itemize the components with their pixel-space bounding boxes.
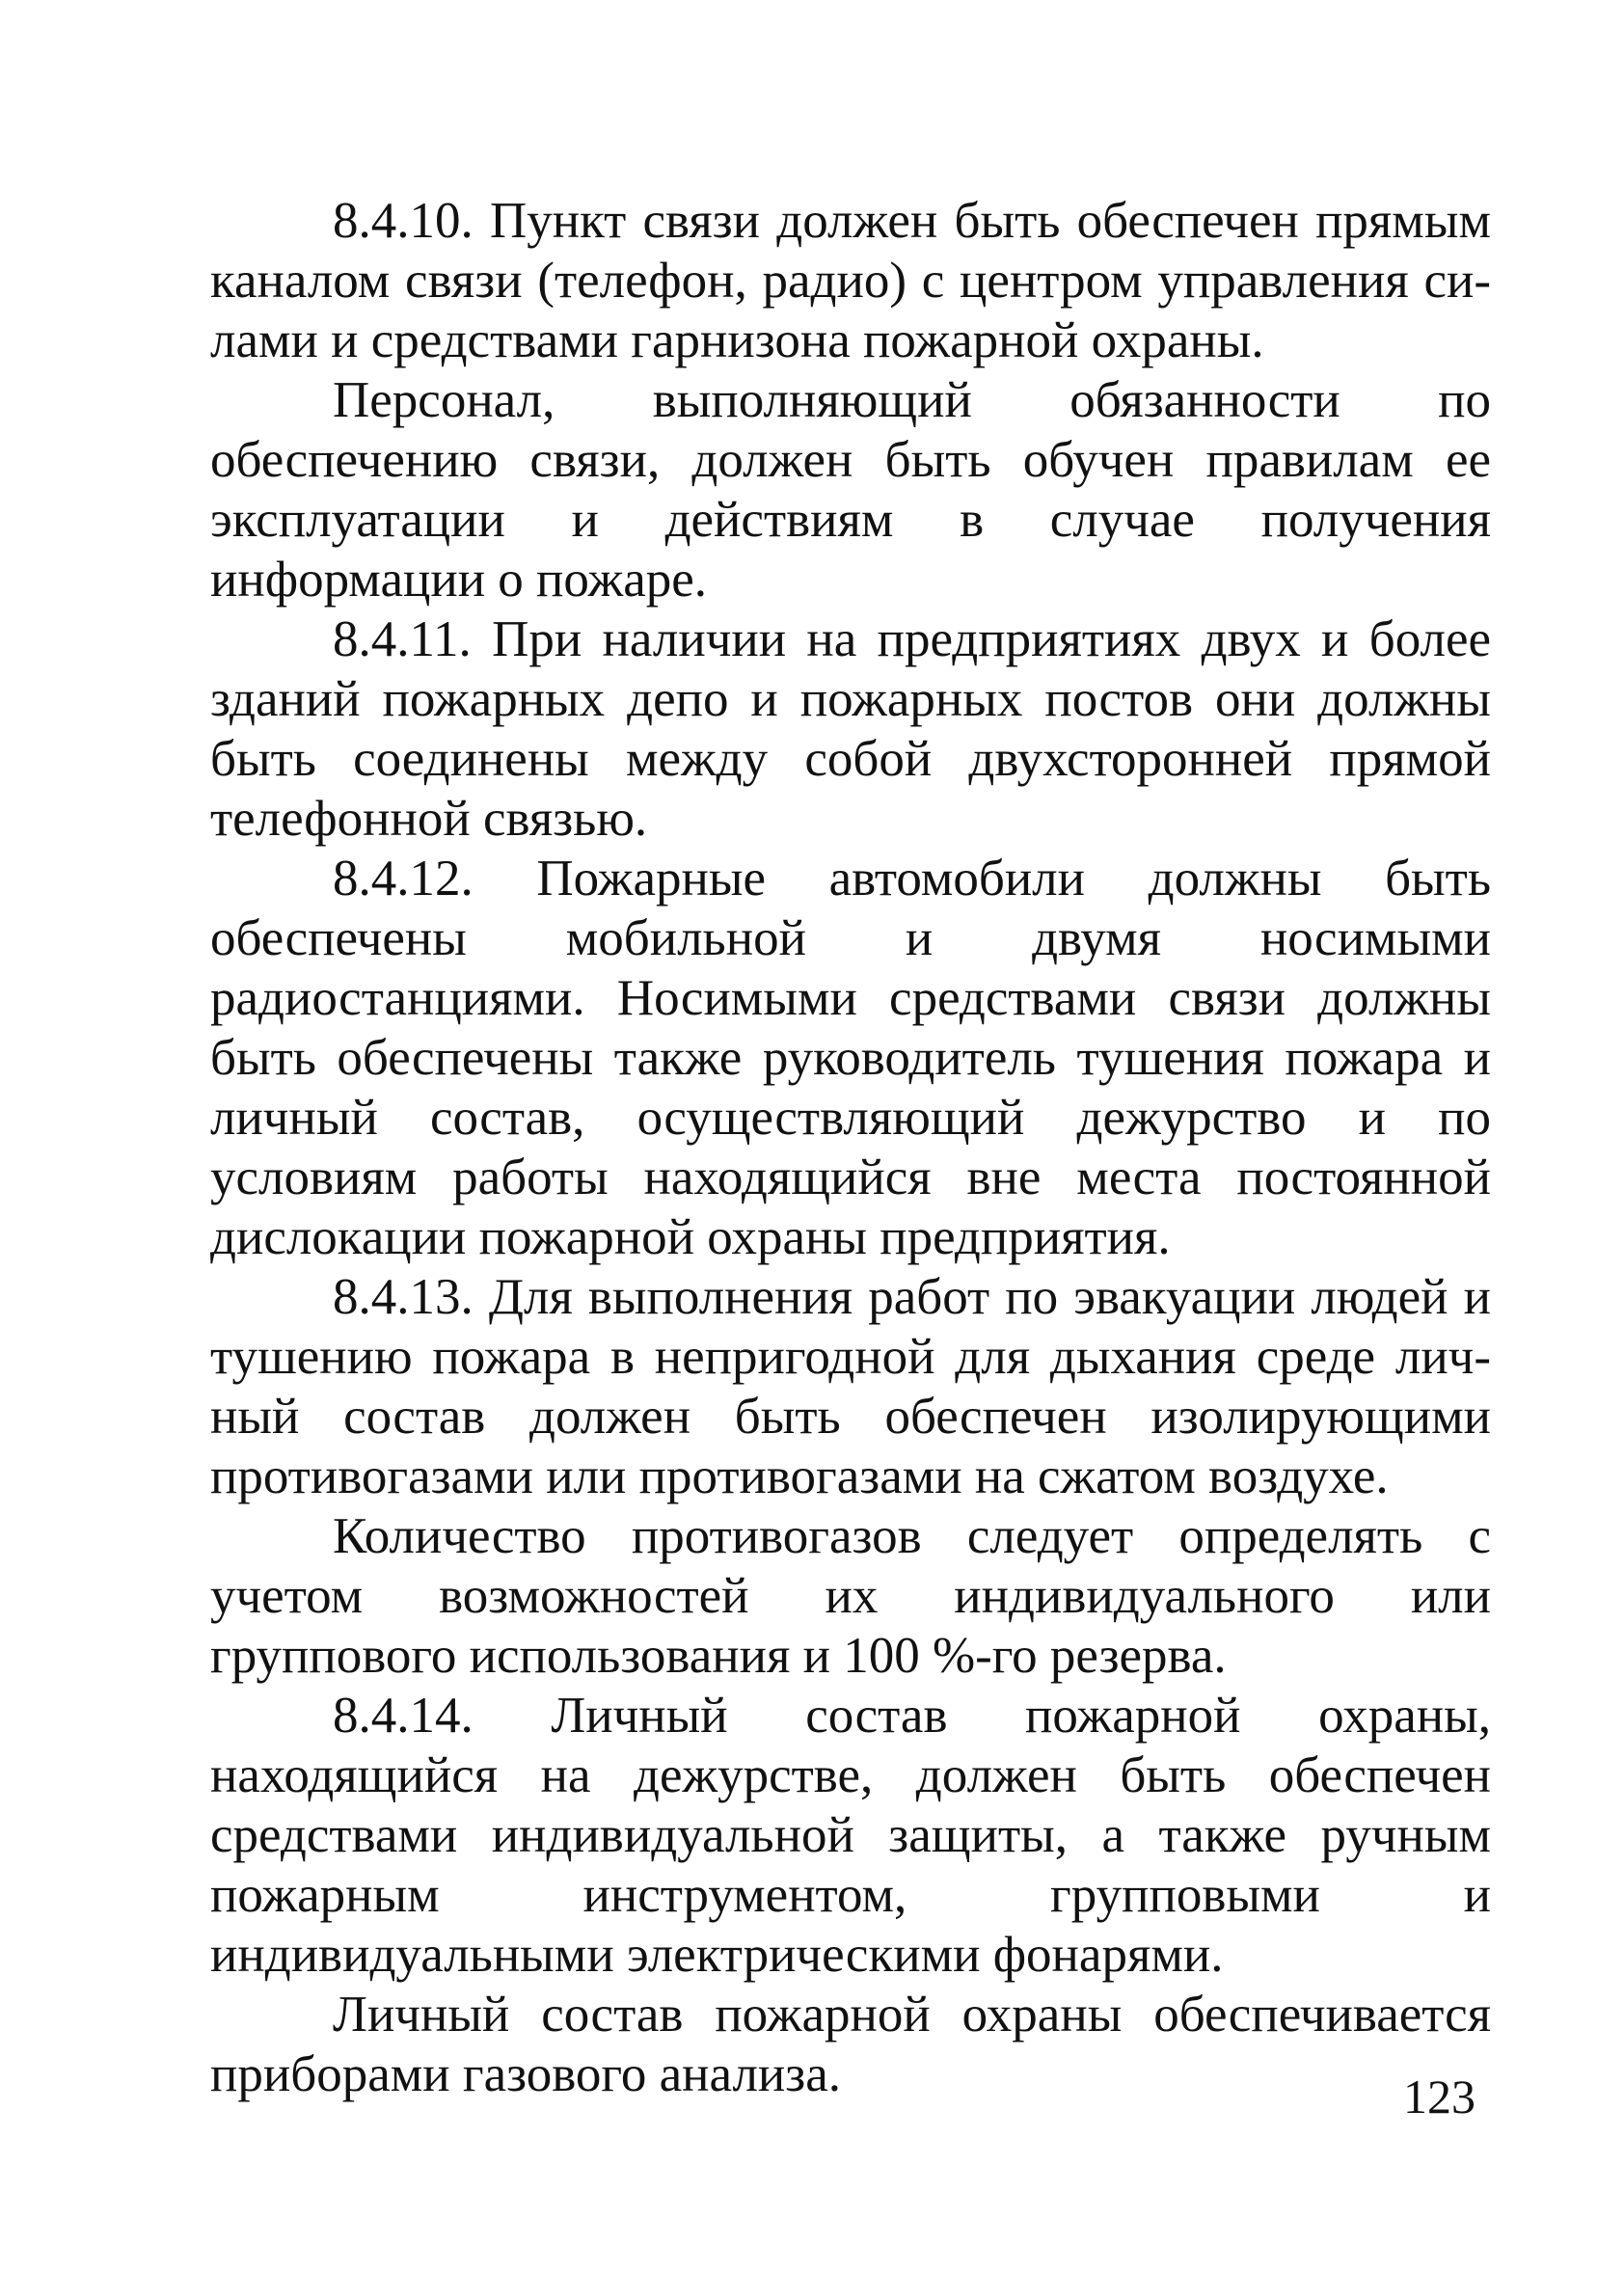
document-body	[210, 191, 1491, 2104]
paragraph-8-4-10: 8.4.10. Пункт связи должен быть обеспечен прямым каналом связи (телефон, радио) с центром управления силами и средствами гарнизона пожарной охраны.	[210, 193, 1491, 368]
paragraph-8-4-14: 8.4.14. Личный состав пожарной охраны, находящийся на дежурстве, должен быть обеспечен средствами индивидуальной защиты, а также ручным пожарным инструментом, групповыми и индивидуальными электрическими фонарями.	[210, 1688, 1491, 1983]
paragraph-personnel-training: Персонал, выполняющий обязанности по обеспечению связи, должен быть обучен правилам ее эксплуатации и действиям в случае получения информации о пожаре.	[210, 372, 1491, 608]
paragraph-8-4-11: 8.4.11. При наличии на предприятиях двух и более зданий пожарных депо и пожарных постов они должны быть соединены между собой двухсторонней прямой телефонной связью.	[210, 611, 1491, 847]
paragraph-gas-analysis: Личный состав пожарной охраны обеспечивается приборами газового анализа.	[210, 1987, 1491, 2102]
page-number: 123	[1403, 2070, 1475, 2124]
paragraph-gas-mask-quantity: Количество противогазов следует определять с учетом возможностей их индивидуального или группового использования и 100 %-го резерва.	[210, 1508, 1491, 1684]
paragraph-8-4-12: 8.4.12. Пожарные автомобили должны быть обеспечены мобильной и двумя носимыми радиостанциями. Носимыми средствами связи должны быть обеспечены также руководитель тушения пожара и личный состав, осуществляющий дежурство и по условиям работы находящийся вне места постоянной дислокации пожарной охраны предприятия.	[210, 851, 1491, 1265]
paragraph-8-4-13: 8.4.13. Для выполнения работ по эвакуации людей и тушению пожара в непригодной для дыхания среде личный состав должен быть обеспечен изолирующими противогазами или противогазами на сжатом воздухе.	[210, 1269, 1491, 1504]
